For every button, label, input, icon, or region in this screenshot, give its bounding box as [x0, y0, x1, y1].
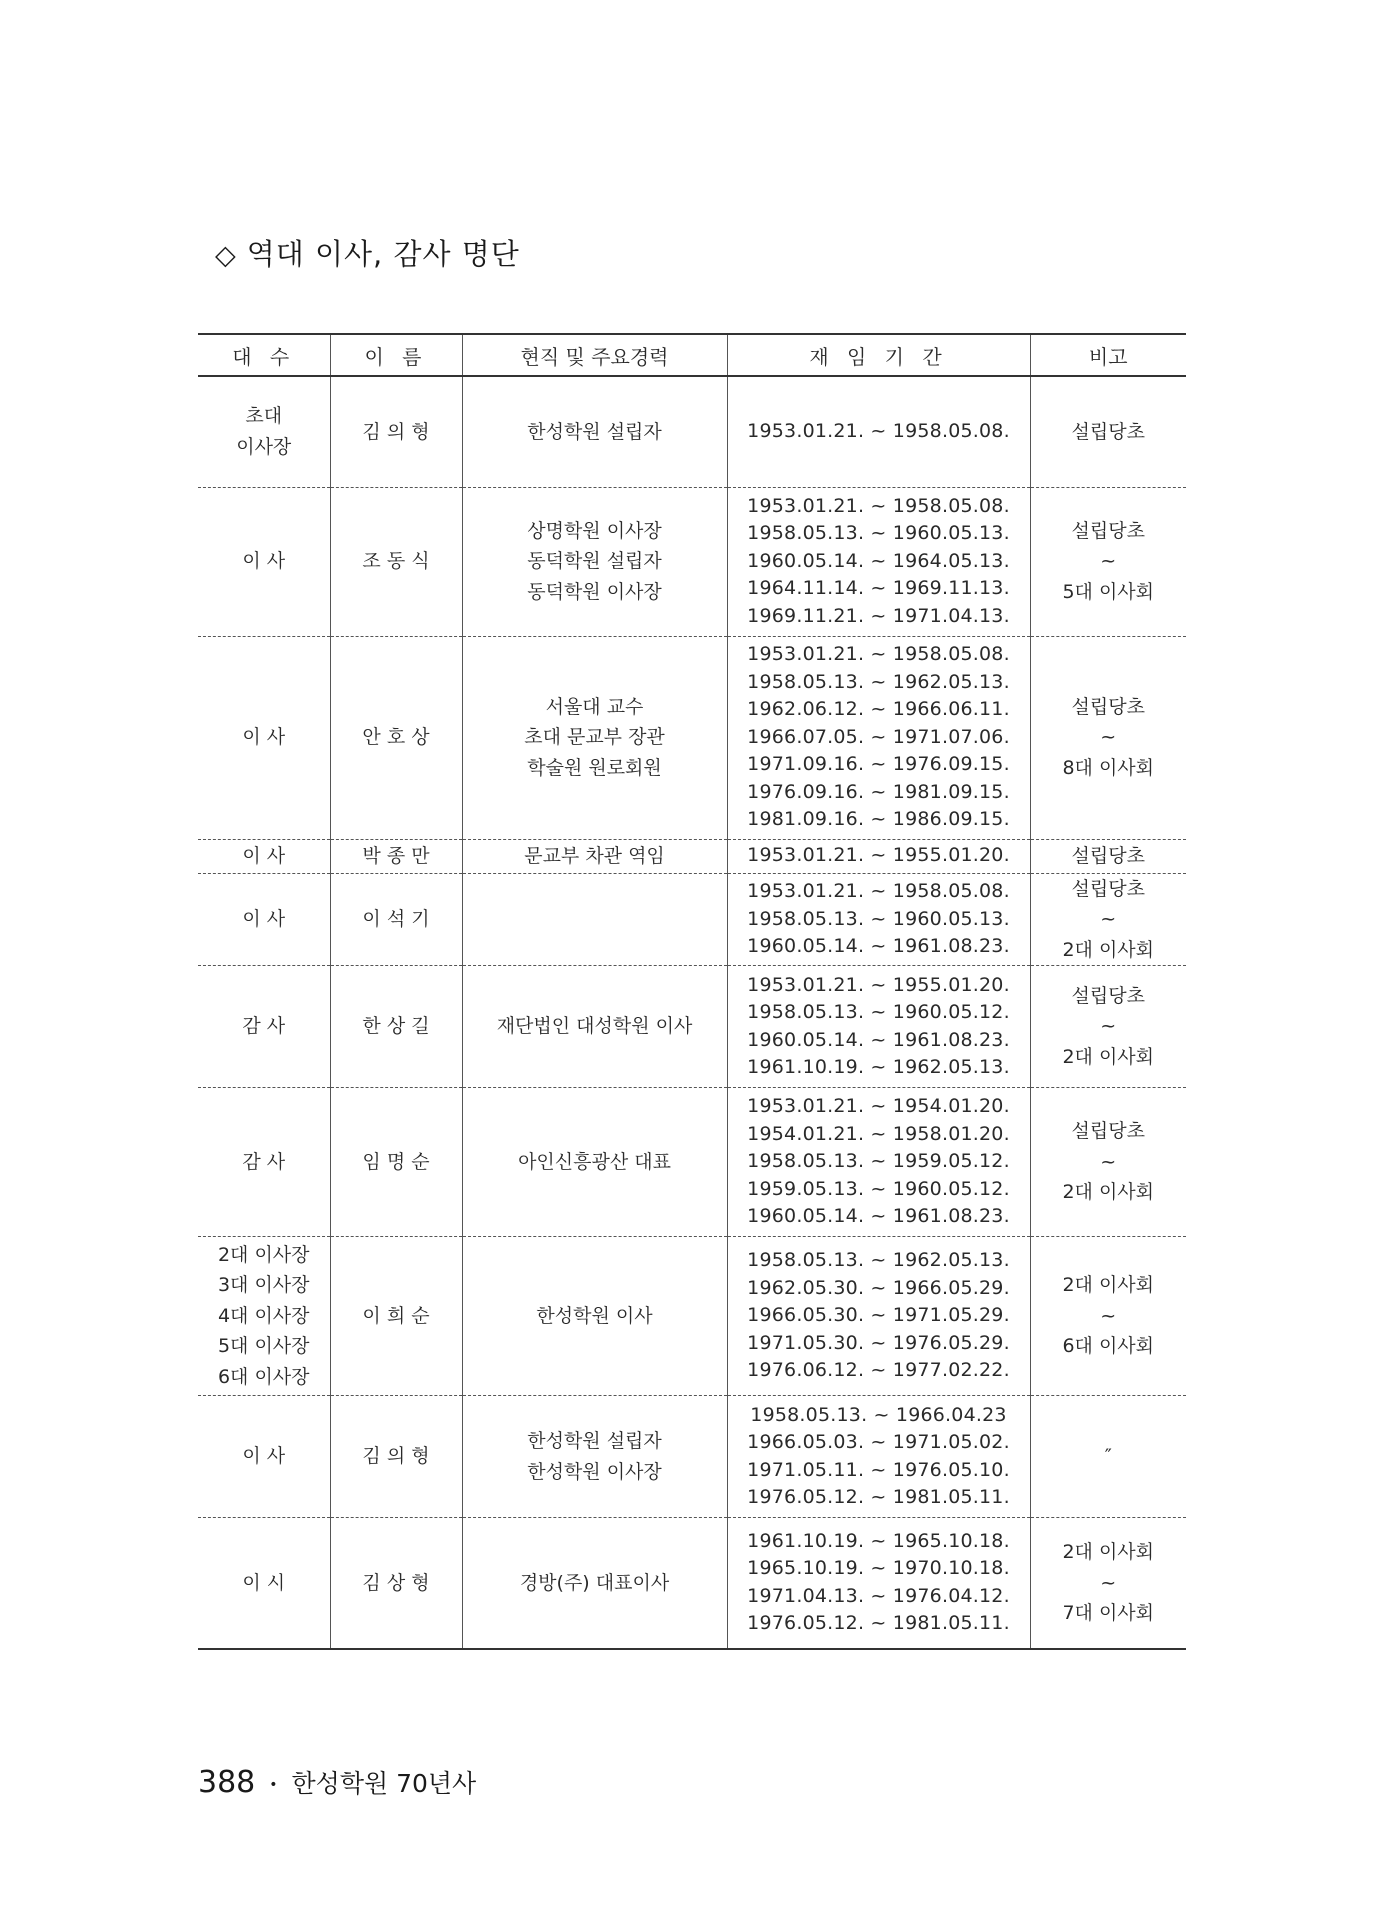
cell-periods: 1961.10.19. ~ 1965.10.18. 1965.10.19. ~ 1970.10.18. 1971.04.13. ~ 1976.04.12. 1976.05.12. ~ 1981.05.11. [727, 1518, 1030, 1649]
cell-rank: 감 사 [198, 1088, 330, 1237]
cell-periods: 1958.05.13. ~ 1962.05.13. 1962.05.30. ~ 1966.05.29. 1966.05.30. ~ 1971.05.29. 1971.05.30. ~ 1976.05.29. 1976.06.12. ~ 1977.02.22. [727, 1237, 1030, 1396]
cell-career: 한성학원 설립자 한성학원 이사장 [462, 1396, 727, 1518]
cell-rank: 2대 이사장 3대 이사장 4대 이사장 5대 이사장 6대 이사장 [198, 1237, 330, 1396]
column-header-name: 이 름 [330, 334, 462, 376]
cell-name: 김 의 형 [330, 1396, 462, 1518]
diamond-icon: ◇ [215, 240, 237, 271]
table-row [198, 376, 1186, 487]
cell-career: 한성학원 이사 [462, 1237, 727, 1396]
cell-name: 김 상 형 [330, 1518, 462, 1649]
cell-periods: 1953.01.21. ~ 1958.05.08. 1958.05.13. ~ 1962.05.13. 1962.06.12. ~ 1966.06.11. 1966.07.05. ~ 1971.07.06. 1971.09.16. ~ 1976.09.15. 1976.09.16. ~ 1981.09.15. 1981.09.16. ~ 1986.09.15. [727, 636, 1030, 839]
cell-rank: 이 사 [198, 839, 330, 873]
page-number: 388 [198, 1765, 256, 1800]
cell-rank: 초대 이사장 [198, 376, 330, 487]
cell-note: 설립당초 [1030, 376, 1186, 487]
cell-note: 설립당초 ~ 2대 이사회 [1030, 1088, 1186, 1237]
cell-name: 이 희 순 [330, 1237, 462, 1396]
cell-periods: 1958.05.13. ~ 1966.04.23 1966.05.03. ~ 1971.05.02. 1971.05.11. ~ 1976.05.10. 1976.05.12. ~ 1981.05.11. [727, 1396, 1030, 1518]
cell-career: 상명학원 이사장 동덕학원 설립자 동덕학원 이사장 [462, 487, 727, 636]
bullet-icon: • [269, 1777, 278, 1793]
cell-note: 설립당초 [1030, 839, 1186, 873]
cell-name: 이 석 기 [330, 873, 462, 966]
cell-rank: 이 시 [198, 1518, 330, 1649]
cell-periods: 1953.01.21. ~ 1955.01.20. [727, 839, 1030, 873]
cell-career: 한성학원 설립자 [462, 376, 727, 487]
cell-note: 설립당초 ~ 2대 이사회 [1030, 873, 1186, 966]
column-header-career: 현직 및 주요경력 [462, 334, 727, 376]
column-header-rank: 대 수 [198, 334, 330, 376]
book-title: 한성학원 70년사 [291, 1769, 477, 1798]
roster-table [198, 333, 1186, 1650]
section-title [215, 232, 520, 273]
section-title-text: 역대 이사, 감사 명단 [246, 237, 520, 271]
cell-rank: 이 사 [198, 636, 330, 839]
table-row [198, 1237, 1186, 1396]
cell-rank: 이 사 [198, 873, 330, 966]
cell-periods: 1953.01.21. ~ 1958.05.08. [727, 376, 1030, 487]
cell-rank: 이 사 [198, 487, 330, 636]
cell-note: 설립당초 ~ 8대 이사회 [1030, 636, 1186, 839]
cell-periods: 1953.01.21. ~ 1958.05.08. 1958.05.13. ~ 1960.05.13. 1960.05.14. ~ 1961.08.23. [727, 873, 1030, 966]
column-header-period: 재 임 기 간 [727, 334, 1030, 376]
cell-rank: 감 사 [198, 966, 330, 1088]
table-row [198, 487, 1186, 636]
cell-note: 2대 이사회 ~ 6대 이사회 [1030, 1237, 1186, 1396]
table-row [198, 1518, 1186, 1649]
cell-periods: 1953.01.21. ~ 1955.01.20. 1958.05.13. ~ 1960.05.12. 1960.05.14. ~ 1961.08.23. 1961.10.19. ~ 1962.05.13. [727, 966, 1030, 1088]
table-row [198, 839, 1186, 873]
cell-note: 2대 이사회 ~ 7대 이사회 [1030, 1518, 1186, 1649]
table-row [198, 873, 1186, 966]
cell-name: 한 상 길 [330, 966, 462, 1088]
cell-name: 임 명 순 [330, 1088, 462, 1237]
cell-name: 조 동 식 [330, 487, 462, 636]
table-row [198, 636, 1186, 839]
cell-career: 경방(주) 대표이사 [462, 1518, 727, 1649]
table-row [198, 1088, 1186, 1237]
column-header-note: 비고 [1030, 334, 1186, 376]
roster-body [198, 376, 1186, 1649]
cell-name: 김 의 형 [330, 376, 462, 487]
cell-career: 문교부 차관 역임 [462, 839, 727, 873]
cell-note: ″ [1030, 1396, 1186, 1518]
cell-rank: 이 사 [198, 1396, 330, 1518]
cell-career: 서울대 교수 초대 문교부 장관 학술원 원로회원 [462, 636, 727, 839]
page-footer [198, 1764, 476, 1800]
table-row [198, 966, 1186, 1088]
cell-career [462, 873, 727, 966]
cell-note: 설립당초 ~ 2대 이사회 [1030, 966, 1186, 1088]
cell-career: 아인신흥광산 대표 [462, 1088, 727, 1237]
cell-periods: 1953.01.21. ~ 1954.01.20. 1954.01.21. ~ 1958.01.20. 1958.05.13. ~ 1959.05.12. 1959.05.13. ~ 1960.05.12. 1960.05.14. ~ 1961.08.23. [727, 1088, 1030, 1237]
cell-name: 안 호 상 [330, 636, 462, 839]
table-row [198, 1396, 1186, 1518]
cell-note: 설립당초 ~ 5대 이사회 [1030, 487, 1186, 636]
cell-name: 박 종 만 [330, 839, 462, 873]
cell-career: 재단법인 대성학원 이사 [462, 966, 727, 1088]
table-header-row [198, 334, 1186, 376]
cell-periods: 1953.01.21. ~ 1958.05.08. 1958.05.13. ~ 1960.05.13. 1960.05.14. ~ 1964.05.13. 1964.11.14. ~ 1969.11.13. 1969.11.21. ~ 1971.04.13. [727, 487, 1030, 636]
